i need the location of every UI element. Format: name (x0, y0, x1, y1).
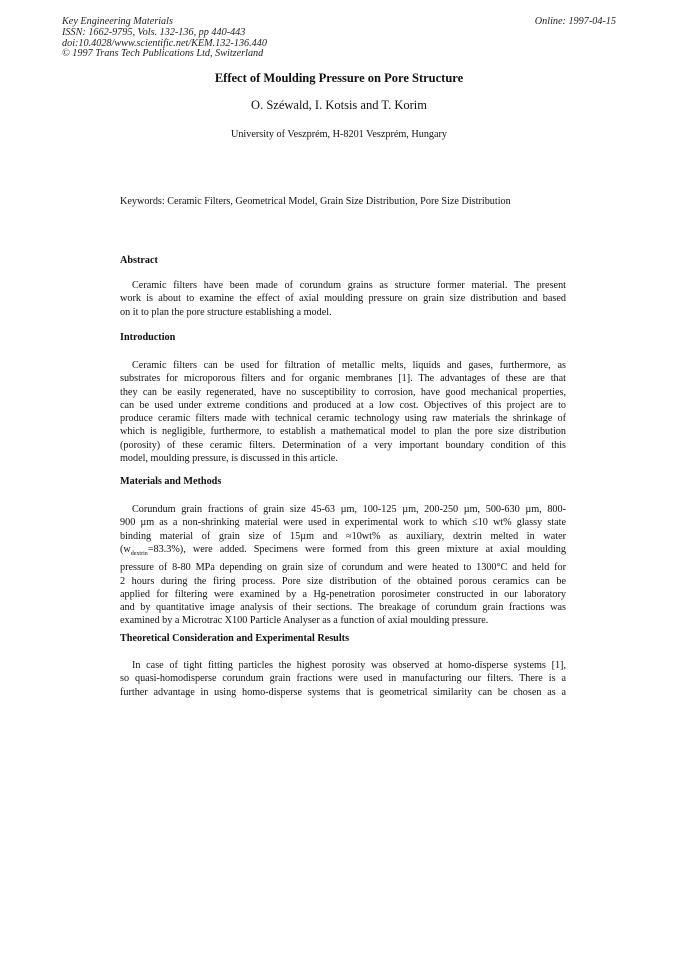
methods-line-rest: =83.3%), were added. Specimens were formed from this green mixture at axial moulding (147, 543, 566, 555)
journal-header (62, 17, 267, 60)
methods-line (120, 543, 566, 561)
introduction-line: substrates for microporous filters and for organic membranes [1]. The advantages of these are that (120, 373, 566, 385)
introduction-line: which is negligible, furthermore, to establish a mathematical model to plan the pore size distribution (120, 426, 566, 438)
abstract-line: Ceramic filters have been made of corundum grains as structure former material. The present (132, 280, 566, 291)
theory-line: so quasi-homodisperse corundum grain fractions were used in manufacturing our filters. There is a (120, 673, 566, 685)
introduction-line: produce ceramic filters made with technical ceramic technology using raw materials the shrinkage of (120, 413, 566, 425)
abstract-paragraph (120, 279, 566, 319)
copyright-line: © 1997 Trans Tech Publications Ltd, Switzerland (62, 48, 264, 60)
methods-line: applied for filtering were examined by a Hg-penetration porosimeter constructed in our laboratory (120, 588, 566, 600)
methods-heading: Materials and Methods (120, 476, 222, 487)
theory-paragraph (120, 659, 566, 699)
abstract-line: on it to plan the pore structure establishing a model. (120, 306, 332, 318)
introduction-line: Ceramic filters can be used for filtration of metallic melts, liquids and gases, furthermore, as (132, 360, 566, 371)
paper-affiliation: University of Veszprém, H-8201 Veszprém, Hungary (230, 129, 448, 140)
introduction-line: can be used under extreme conditions and produced at a low cost. Objectives of this project are to (120, 399, 566, 411)
introduction-heading: Introduction (120, 332, 176, 343)
w-symbol: (w (120, 543, 131, 555)
theory-line: In case of tight fitting particles the highest porosity was observed at homo-disperse systems [1], (132, 660, 566, 671)
paper-authors: O. Széwald, I. Kotsis and T. Korim (251, 98, 427, 112)
introduction-line: they can be easily regenerated, have no susceptibility to corrosion, have good mechanical properties, (120, 386, 566, 398)
methods-line: 900 µm as a non-shrinking material were used in experimental work to which ≤10 wt% glassy state (120, 517, 566, 529)
methods-line: binding material of grain size of 15µm and ≈10wt% as auxiliary, dextrin melted in water (120, 530, 566, 542)
journal-name: Key Engineering Materials (62, 16, 173, 27)
issn-line: ISSN: 1662-9795, Vols. 132-136, pp 440-443 (62, 26, 246, 38)
introduction-paragraph (120, 359, 566, 465)
abstract-line: work is about to examine the effect of axial moulding pressure on grain size distribution and based (120, 293, 566, 305)
methods-line: and by quantitative image analysis of their sections. The breakage of corundum grain fractions was (120, 602, 566, 614)
theory-line: further advantage in using homo-disperse systems that is geometrical similarity can be chosen as a (120, 686, 566, 698)
methods-line: Corundum grain fractions of grain size 45-63 µm, 100-125 µm, 200-250 µm, 500-630 µm, 800- (132, 504, 566, 515)
introduction-line: model, moulding pressure, is discussed in this article. (120, 453, 338, 465)
theory-heading: Theoretical Consideration and Experimental Results (120, 633, 350, 644)
methods-line: pressure of 8-80 MPa depending on grain size of corundum and were heated to 1300°C and held for (120, 562, 566, 574)
introduction-line: (porosity) of these ceramic filters. Determination of a very important boundary condition of this (120, 439, 566, 451)
doi-line: doi:10.4028/www.scientific.net/KEM.132-136.440 (62, 37, 267, 49)
paper-title: Effect of Moulding Pressure on Pore Structure (214, 71, 464, 85)
methods-paragraph (120, 503, 566, 628)
abstract-heading: Abstract (120, 255, 158, 266)
dextrin-subscript: dextrin (130, 550, 148, 557)
methods-line: 2 hours during the firing process. Pore size distribution of the obtained porous ceramics can be (120, 575, 566, 587)
keywords-line: Keywords: Ceramic Filters, Geometrical Model, Grain Size Distribution, Pore Size Distribution (120, 196, 511, 207)
methods-line: examined by a Microtrac X100 Particle Analyser as a function of axial moulding pressure. (120, 615, 489, 627)
online-date: Online: 1997-04-15 (534, 16, 616, 27)
